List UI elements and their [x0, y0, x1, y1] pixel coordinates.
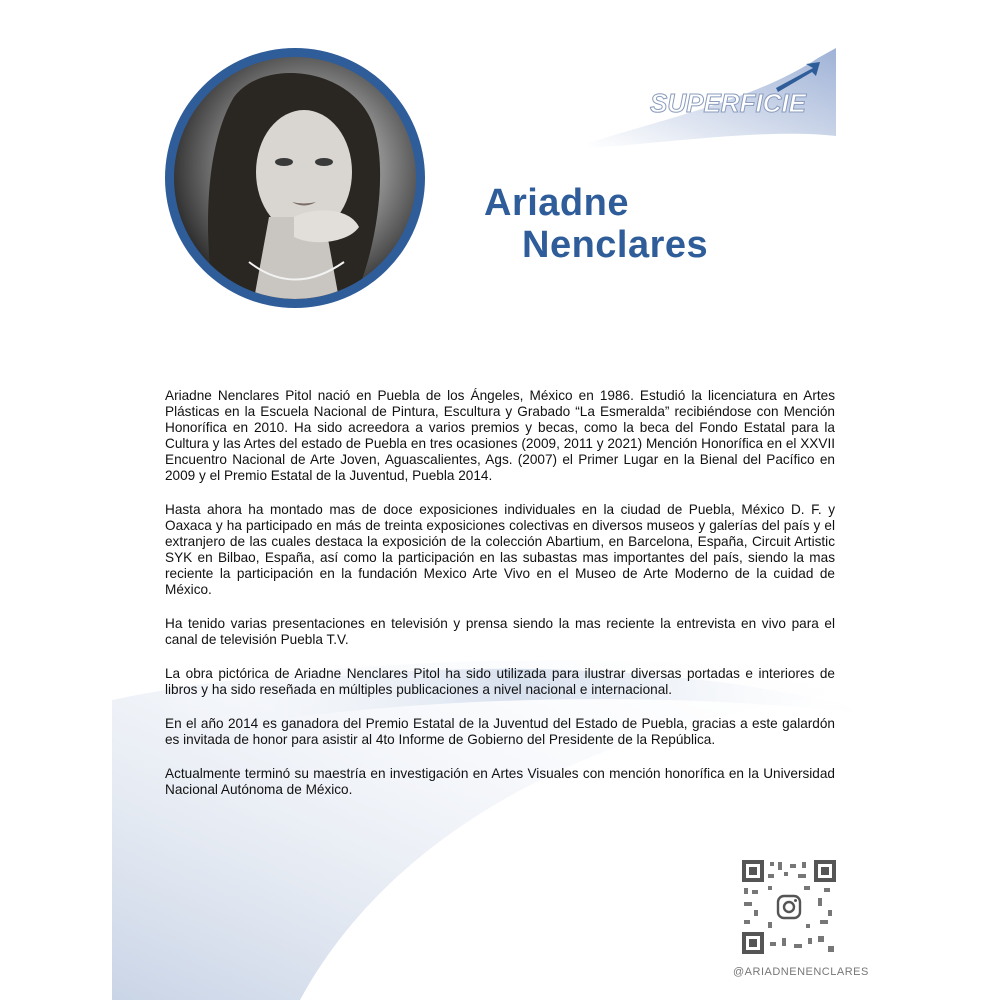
bio-paragraph: Actualmente terminó su maestría en investigación en Artes Visuales con mención honorífica en la Universidad Nacional Autónoma de México. [165, 766, 835, 797]
bio-paragraph: Ariadne Nenclares Pitol nació en Puebla de los Ángeles, México en 1986. Estudió la licenciatura en Artes Plásticas en la Escuela Nacional de Pintura, Escultura y Grabado “La Esmeralda” recibiéndose con Mención Honorífica en 2010. Ha sido acreedora a varios premios y becas, como la beca del Fondo Estatal para la Cultura y las Artes del estado de Puebla en tres ocasiones (2009, 2011 y 2021) Mención Honorífica en el XXVII Encuentro Nacional de Arte Joven, Aguascalientes, Ags. (2007) el Primer Lugar en la Bienal del Pacífico en 2009 y el Premio Estatal de la Juventud, Puebla 2014. [165, 388, 835, 483]
bio-paragraph: Ha tenido varias presentaciones en televisión y prensa siendo la mas reciente la entrevista en vivo para el canal de televisión Puebla T.V. [165, 616, 835, 647]
superficie-logo [588, 48, 838, 158]
profile-photo [174, 57, 416, 299]
last-name: Nenclares [522, 224, 709, 266]
biography [165, 388, 835, 816]
instagram-handle[interactable]: @ARIADNENENCLARES [733, 966, 869, 978]
svg-text:SUPERFICIE: SUPERFICIE [650, 88, 807, 118]
first-name: Ariadne [484, 182, 629, 224]
bio-paragraph: La obra pictórica de Ariadne Nenclares Pitol ha sido utilizada para ilustrar diversas portadas e interiores de libros y ha sido reseñada en múltiples publicaciones a nivel nacional e internacional. [165, 666, 835, 697]
instagram-icon [775, 893, 803, 921]
bio-paragraph: Hasta ahora ha montado mas de doce exposiciones individuales en la ciudad de Puebla, México D. F. y Oaxaca y ha participado en más de treinta exposiciones colectivas en diversos museos y galerías del país y el extranjero de las cuales destaca la exposición de la colección Abartium, en Barcelona, España, Circuit Artistic SYK en Bilbao, España, así como la participación en las subastas mas importantes del país, siendo la mas reciente la participación en la fundación Mexico Arte Vivo en el Museo de Arte Moderno de la cuidad de México. [165, 502, 835, 597]
profile-photo-frame [165, 48, 425, 308]
bio-paragraph: En el año 2014 es ganadora del Premio Estatal de la Juventud del Estado de Puebla, gracias a este galardón es invitada de honor para asistir al 4to Informe de Gobierno del Presidente de la República. [165, 716, 835, 747]
